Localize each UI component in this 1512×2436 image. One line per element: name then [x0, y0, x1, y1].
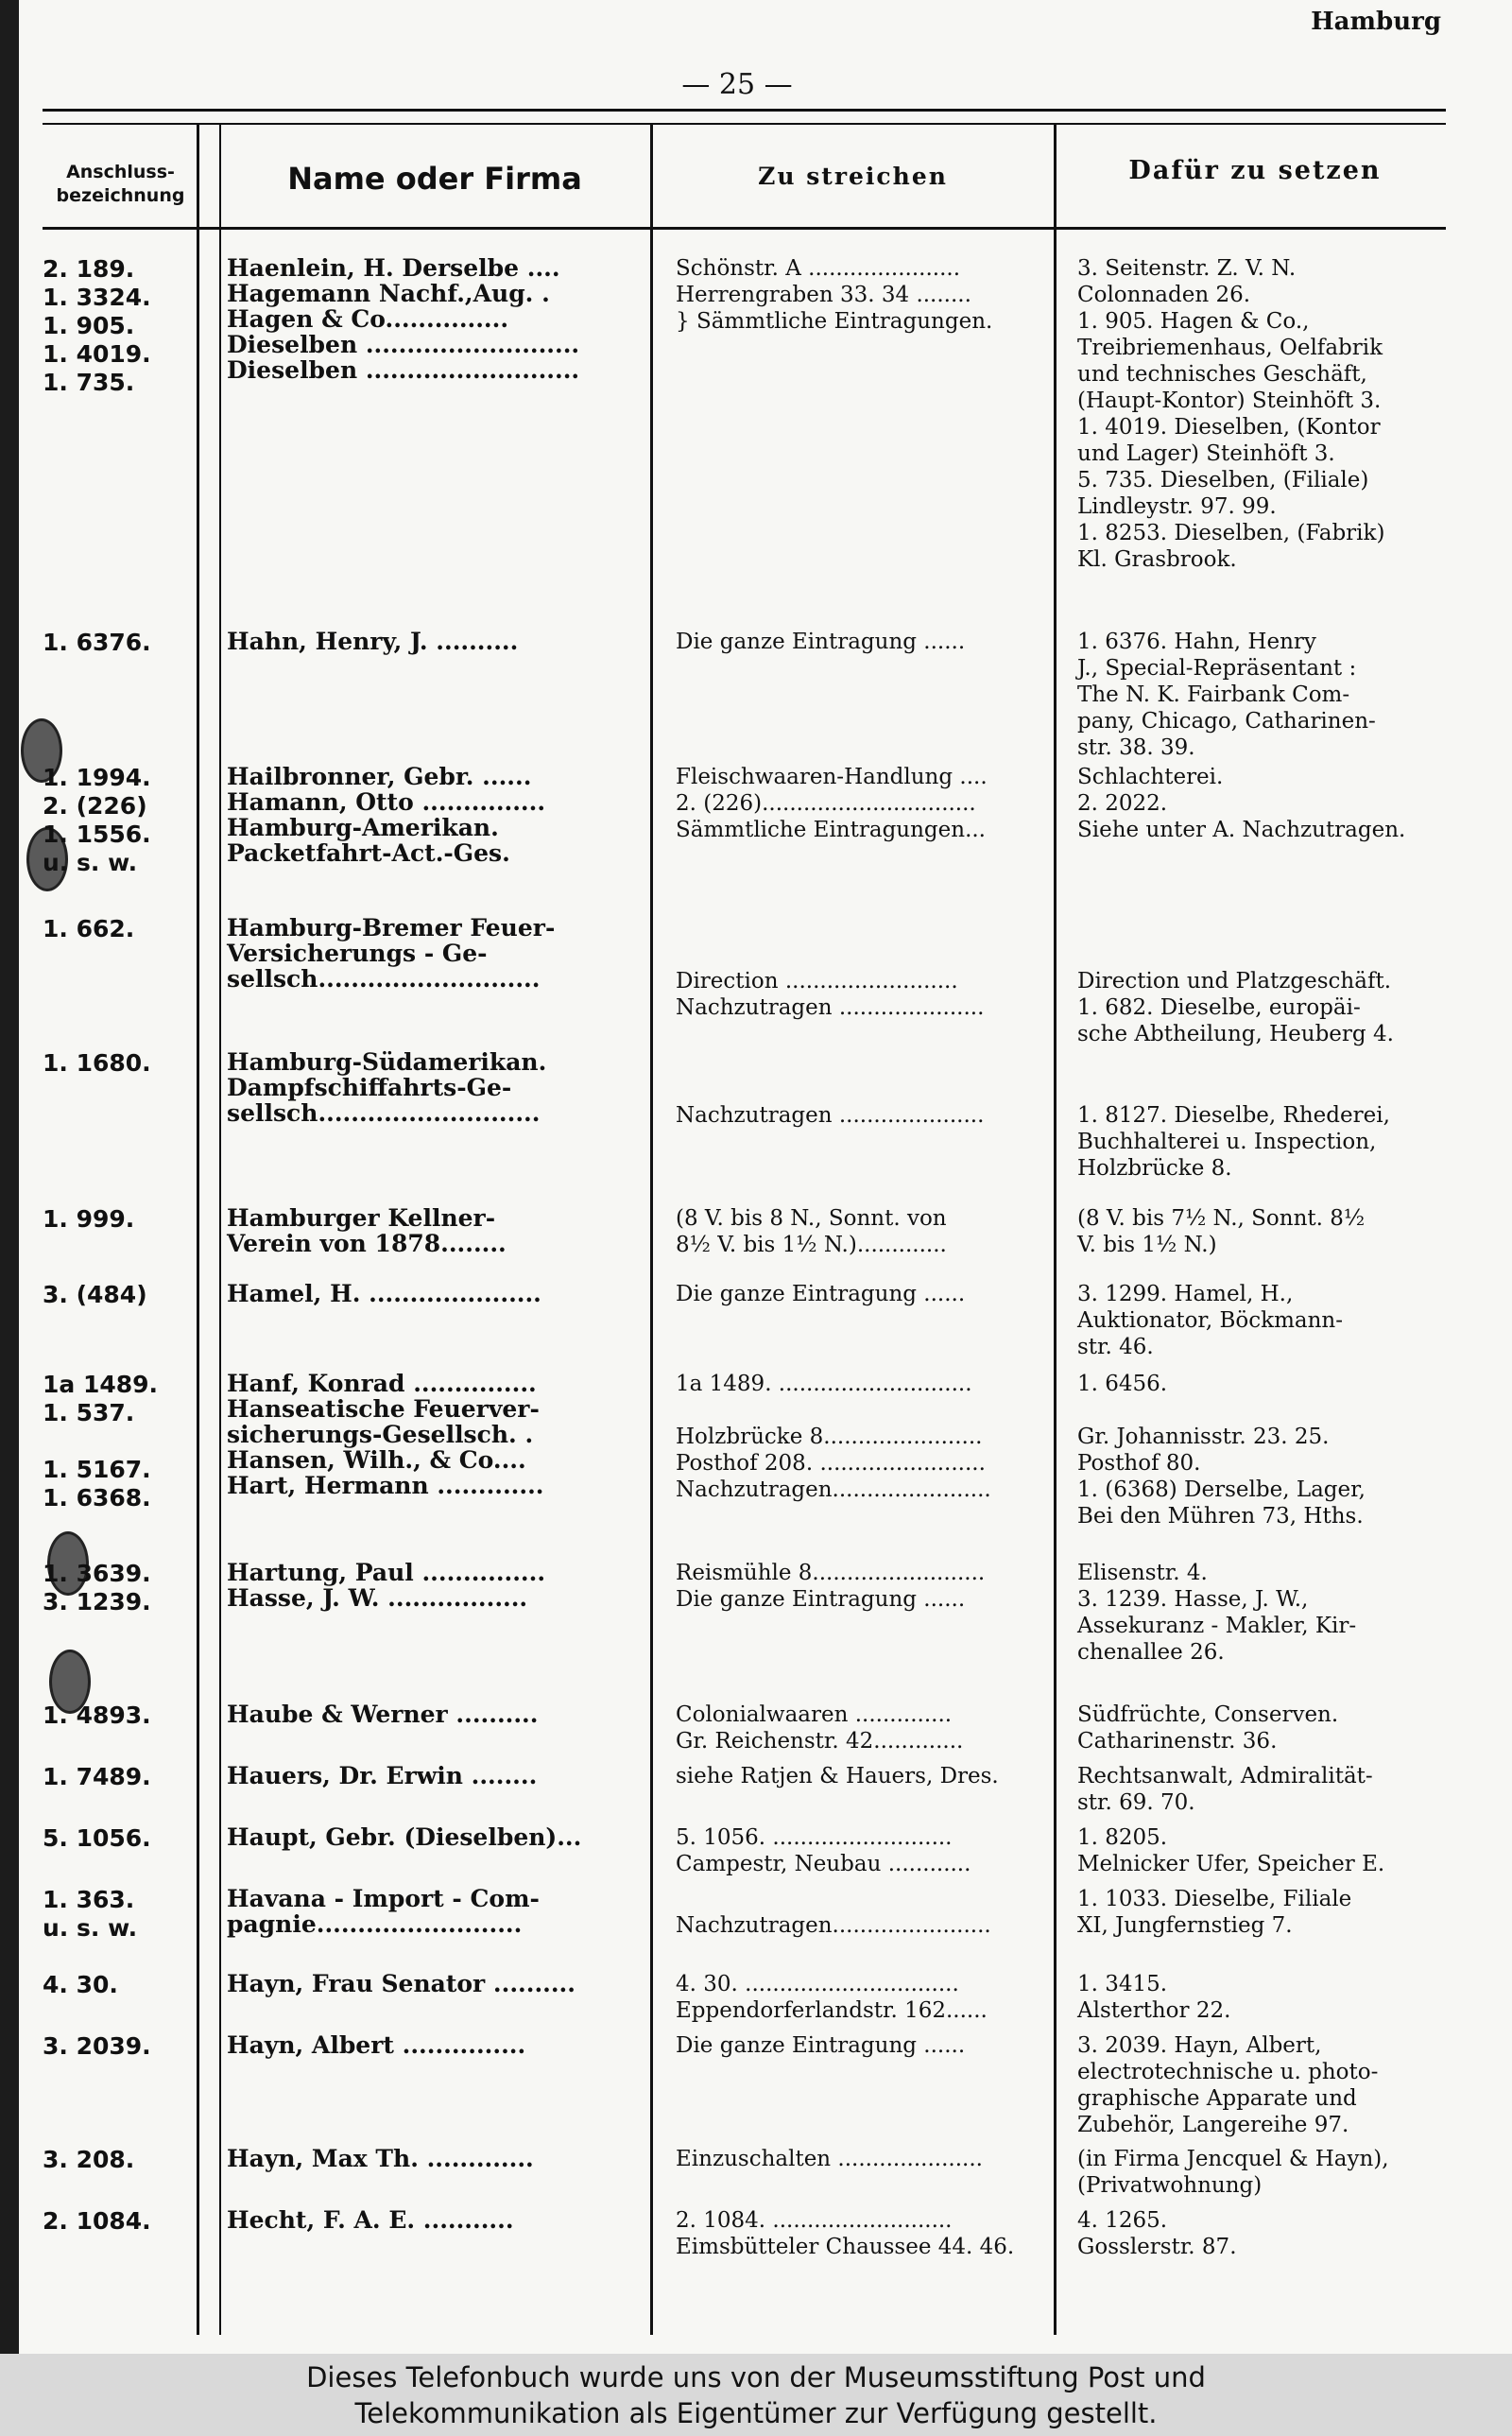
entry-strike: Fleischwaaren-Handlung .... 2. (226)............................... Sämmtliche Eintragungen...: [676, 765, 988, 842]
entry-strike: Direction ......................... Nachzutragen .....................: [676, 969, 985, 1020]
entry-strike: Nachzutragen .....................: [676, 1103, 985, 1128]
header-strike: Zu streichen: [758, 163, 948, 190]
entry-replace: (in Firma Jencquel & Hayn), (Privatwohnung): [1077, 2147, 1389, 2198]
entry-replace: Schlachterei. 2. 2022. Siehe unter A. Nachzutragen.: [1077, 765, 1406, 842]
entry-name: Hamburg-Bremer Feuer- Versicherungs - Ge- sellsch...........................: [227, 914, 556, 993]
entry-name: Haenlein, H. Derselbe .... Hagemann Nachf.,Aug. . Hagen & Co............... Dieselben .......................... Dieselben ..........................: [227, 254, 580, 384]
entry-number: 1. 6376.: [43, 629, 151, 656]
entry-strike: 1a 1489. ............................ Holzbrücke 8....................... Posthof 208. ........................ Nachzutragen.......................: [676, 1372, 991, 1502]
region-title: Hamburg: [1311, 8, 1441, 36]
column-divider: [219, 123, 221, 2335]
rule-top-thin: [43, 123, 1446, 125]
entry-replace: 3. Seitenstr. Z. V. N. Colonnaden 26. 1. 905. Hagen & Co., Treibriemenhaus, Oelfabrik und technisches Geschäft, (Haupt-Kontor) Steinhöft 3. 1. 4019. Dieselben, (Kontor und Lager) Steinhöft 3. 5. 735. Dieselben, (Filiale) Lindleystr. 97. 99. 1. 8253. Dieselben, (Fabrik) Kl. Grasbrook.: [1077, 256, 1385, 572]
entry-strike: Reismühle 8......................... Die ganze Eintragung ......: [676, 1561, 986, 1612]
entry-number: 3. 2039.: [43, 2032, 151, 2060]
page-number: — 25 —: [681, 68, 793, 101]
entry-replace: (8 V. bis 7½ N., Sonnt. 8½ V. bis 1½ N.): [1077, 1206, 1366, 1257]
entry-replace: 3. 2039. Hayn, Albert, electrotechnische u. photo- graphische Apparate und Zubehör, Langereihe 97.: [1077, 2033, 1379, 2137]
entry-strike: 4. 30. ............................... Eppendorferlandstr. 162......: [676, 1972, 988, 2023]
entry-number: 1. 662.: [43, 915, 135, 942]
column-divider: [1054, 123, 1057, 2335]
entry-number: 1. 1994. 2. (226) 1. 1556. u. s. w.: [43, 764, 151, 876]
entry-strike: Schönstr. A ...................... Herrengraben 33. 34 ........ } Sämmtliche Eintragungen.: [676, 256, 993, 334]
entry-number: 2. 1084.: [43, 2207, 151, 2235]
footer-note: [0, 2354, 1512, 2436]
entry-number: 1. 7489.: [43, 1763, 151, 1790]
entry-number: 1. 363. u. s. w.: [43, 1886, 138, 1942]
entry-strike: Die ganze Eintragung ......: [676, 2033, 966, 2058]
entry-number: 1a 1489. 1. 537. 1. 5167. 1. 6368.: [43, 1371, 159, 1512]
entry-replace: 3. 1299. Hamel, H., Auktionator, Böckmann- str. 46.: [1077, 1282, 1343, 1359]
entry-number: 3. 208.: [43, 2146, 135, 2173]
entry-replace: 1. 6376. Hahn, Henry J., Special-Repräsentant : The N. K. Fairbank Com- pany, Chicago, Catharinen- str. 38. 39.: [1077, 630, 1376, 760]
entry-replace: 1. 8205. Melnicker Ufer, Speicher E.: [1077, 1825, 1385, 1876]
entry-name: Havana - Import - Com- pagnie.........................: [227, 1885, 540, 1938]
entry-strike: Colonialwaaren .............. Gr. Reichenstr. 42.............: [676, 1702, 964, 1754]
footer-text: Dieses Telefonbuch wurde uns von der Museumsstiftung Post und Telekommunikation als Eigentümer zur Verfügung gestellt.: [306, 2361, 1206, 2429]
entry-number: 1. 999.: [43, 1205, 135, 1233]
entry-name: Hayn, Frau Senator ..........: [227, 1970, 576, 1997]
entry-strike: 5. 1056. .......................... Campestr, Neubau ............: [676, 1825, 971, 1876]
entry-strike: Die ganze Eintragung ......: [676, 630, 966, 654]
entry-replace: Südfrüchte, Conserven. Catharinenstr. 36.: [1077, 1702, 1339, 1754]
entry-number: 2. 189. 1. 3324. 1. 905. 1. 4019. 1. 735.: [43, 255, 151, 396]
header-replace: Dafür zu setzen: [1128, 156, 1382, 185]
entry-name: Hanf, Konrad ............... Hanseatische Feuerver- sicherungs-Gesellsch. . Hansen, Wilh., & Co.... Hart, Hermann .............: [227, 1370, 544, 1499]
entry-name: Hahn, Henry, J. ..........: [227, 628, 519, 655]
entry-replace: 4. 1265. Gosslerstr. 87.: [1077, 2208, 1237, 2259]
rule-header: [43, 227, 1446, 230]
entry-name: Hamburg-Südamerikan. Dampfschiffahrts-Ge- sellsch...........................: [227, 1048, 547, 1127]
entry-strike: siehe Ratjen & Hauers, Dres.: [676, 1764, 999, 1788]
entry-strike: 2. 1084. .......................... Eimsbütteler Chaussee 44. 46.: [676, 2208, 1015, 2259]
entry-replace: 1. 1033. Dieselbe, Filiale XI, Jungfernstieg 7.: [1077, 1887, 1352, 1938]
entry-name: Haupt, Gebr. (Dieselben)...: [227, 1823, 582, 1851]
entry-strike: Einzuschalten .....................: [676, 2147, 983, 2171]
entry-name: Hamel, H. .....................: [227, 1280, 541, 1307]
header-connection: Anschluss- bezeichnung: [56, 162, 185, 206]
entry-number: 3. (484): [43, 1281, 147, 1308]
entry-replace: 1. 3415. Alsterthor 22.: [1077, 1972, 1231, 2023]
entry-replace: 1. 8127. Dieselbe, Rhederei, Buchhalterei u. Inspection, Holzbrücke 8.: [1077, 1103, 1390, 1181]
entry-name: Hamburger Kellner- Verein von 1878........: [227, 1204, 507, 1257]
entry-number: 1. 3639. 3. 1239.: [43, 1560, 151, 1615]
entry-name: Hayn, Max Th. .............: [227, 2145, 534, 2172]
entry-replace: Elisenstr. 4. 3. 1239. Hasse, J. W., Assekuranz - Makler, Kir- chenallee 26.: [1077, 1561, 1357, 1665]
entry-number: 1. 4893.: [43, 1702, 151, 1729]
header-name: Name oder Firma: [287, 161, 582, 197]
entry-name: Hecht, F. A. E. ...........: [227, 2206, 514, 2234]
entry-name: Hartung, Paul ............... Hasse, J. W. .................: [227, 1559, 546, 1612]
entry-name: Hayn, Albert ...............: [227, 2031, 526, 2059]
entry-name: Hauers, Dr. Erwin ........: [227, 1762, 538, 1789]
entry-number: 1. 1680.: [43, 1049, 151, 1077]
binding-edge: [0, 0, 19, 2354]
entry-strike: (8 V. bis 8 N., Sonnt. von 8½ V. bis 1½ N.).............: [676, 1206, 947, 1257]
entry-replace: Rechtsanwalt, Admiralität- str. 69. 70.: [1077, 1764, 1373, 1815]
entry-name: Hailbronner, Gebr. ...... Hamann, Otto ............... Hamburg-Amerikan. Packetfahrt-Act.-Ges.: [227, 763, 546, 867]
entry-strike: Die ganze Eintragung ......: [676, 1282, 966, 1306]
entry-replace: 1. 6456. Gr. Johannisstr. 23. 25. Posthof 80. 1. (6368) Derselbe, Lager, Bei den Mühren 73, Hths.: [1077, 1372, 1366, 1529]
entry-number: 4. 30.: [43, 1971, 118, 1998]
entry-number: 5. 1056.: [43, 1824, 151, 1852]
entry-strike: Nachzutragen.......................: [676, 1913, 991, 1938]
rule-top: [43, 109, 1446, 112]
entry-name: Haube & Werner ..........: [227, 1701, 539, 1728]
entry-replace: Direction und Platzgeschäft. 1. 682. Dieselbe, europäi- sche Abtheilung, Heuberg 4.: [1077, 969, 1394, 1046]
